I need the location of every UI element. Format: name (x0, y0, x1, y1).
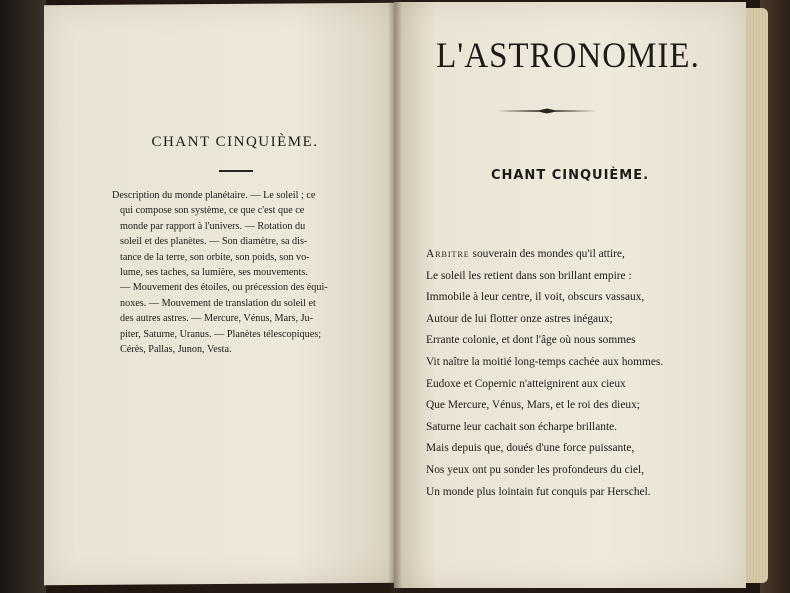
book-gutter (388, 0, 402, 593)
poem-line: Mais depuis que, doués d'une force puissante, (426, 442, 635, 455)
summary-line: piter, Saturne, Uranus. — Planètes télescopiques; (120, 328, 322, 340)
poem-line: Nos yeux ont pu sonder les profondeurs du ciel, (426, 463, 644, 476)
summary-line: lume, ses taches, sa lumière, ses mouvements. (120, 267, 308, 279)
summary-line: monde par rapport à l'univers. — Rotation du (120, 220, 306, 232)
book-title: L'ASTRONOMIE. (436, 36, 700, 76)
poem-line: Un monde plus lointain fut conquis par Herschel. (426, 485, 651, 498)
poem-first-line-rest: souverain des mondes qu'il attire, (469, 248, 625, 260)
poem-line: Autour de lui flotter onze astres inégaux; (426, 312, 613, 325)
summary-line: noxes. — Mouvement de translation du soleil et (120, 297, 316, 309)
summary-line: des autres astres. — Mercure, Vénus, Mars, Ju- (120, 313, 314, 325)
poem-line: Saturne leur cachait son écharpe brillante. (426, 420, 618, 433)
left-heading-rule (219, 170, 253, 172)
left-chapter-heading: CHANT CINQUIÈME. (151, 134, 319, 150)
poem-line: Que Mercure, Vénus, Mars, et le roi des dieux; (426, 399, 640, 412)
poem-line: Immobile à leur centre, il voit, obscurs vassaux, (426, 291, 645, 304)
summary-line: Cérès, Pallas, Junon, Vesta. (120, 344, 232, 356)
ornament-rule (497, 108, 597, 114)
summary-line: tance de la terre, son orbite, son poids, son vo- (120, 251, 310, 263)
summary-line: Description du monde planétaire. — Le soleil ; ce (112, 190, 316, 201)
summary-line: — Mouvement des étoiles, ou précession des équi- (120, 282, 328, 294)
summary-line: soleil et des planètes. — Son diamètre, sa dis- (120, 236, 308, 248)
poem-line: Eudoxe et Copernic n'atteignirent aux cieux (426, 377, 626, 390)
poem-line (426, 244, 726, 266)
summary-line: qui compose son système, ce que c'est que ce (120, 205, 305, 217)
poem (426, 244, 726, 503)
poem-line: Vit naître la moitié long-temps cachée aux hommes. (426, 355, 664, 368)
chapter-summary (112, 188, 350, 357)
poem-line: Errante colonie, et dont l'âge où nous sommes (426, 334, 636, 347)
poem-line: Le soleil les retient dans son brillant empire : (426, 269, 632, 282)
right-chapter-heading: CHANT CINQUIÈME. (490, 168, 650, 183)
poem-first-word: Arbitre (426, 248, 470, 260)
book-cover-left (0, 0, 46, 593)
